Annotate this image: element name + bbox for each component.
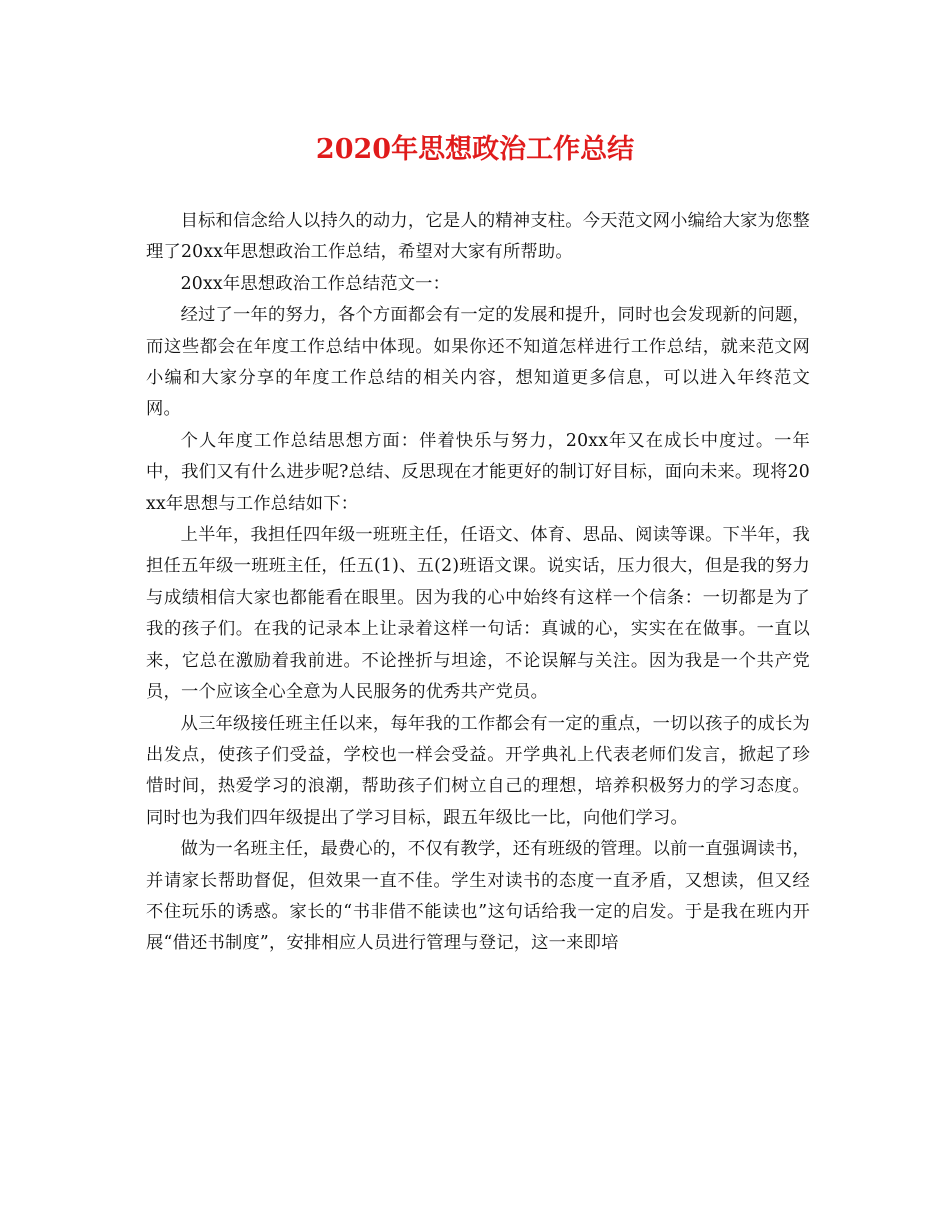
- document-title: 2020年思想政治工作总结: [315, 134, 635, 165]
- paragraph: 经过了一年的努力，各个方面都会有一定的发展和提升，同时也会发现新的问题，而这些都会在年度工作总结中体现。如果你还不知道怎样进行工作总结，就来范文网小编和大家分享的年度工作总结的相关内容，想知道更多信息，可以进入年终范文网。: [146, 305, 810, 420]
- paragraph: 目标和信念给人以持久的动力，它是人的精神支柱。今天范文网小编给大家为您整理了20xx年思想政治工作总结，希望对大家有所帮助。: [146, 211, 810, 263]
- paragraph: 20xx年思想政治工作总结范文一：: [180, 273, 451, 294]
- document-body: [146, 206, 810, 960]
- paragraph: 做为一名班主任，最费心的，不仅有教学，还有班级的管理。以前一直强调读书，并请家长帮助督促，但效果一直不佳。学生对读书的态度一直矛盾，又想读，但又经不住玩乐的诱惑。家长的“书非借不能读也”这句话给我一定的启发。于是我在班内开展“借还书制度”，安排相应人员进行管理与登记，这一来即培: [146, 839, 810, 954]
- paragraph: 从三年级接任班主任以来，每年我的工作都会有一定的重点，一切以孩子的成长为出发点，使孩子们受益，学校也一样会受益。开学典礼上代表老师们发言，掀起了珍惜时间，热爱学习的浪潮，帮助孩子们树立自己的理想，培养积极努力的学习态度。同时也为我们四年级提出了学习目标，跟五年级比一比，向他们学习。: [146, 713, 810, 828]
- paragraph: 个人年度工作总结思想方面：伴着快乐与努力，20xx年又在成长中度过。一年中，我们又有什么进步呢?总结、反思现在才能更好的制订好目标，面向未来。现将20xx年思想与工作总结如下：: [146, 430, 810, 514]
- paragraph: 上半年，我担任四年级一班班主任，任语文、体育、思品、阅读等课。下半年，我担任五年级一班班主任，任五(1)、五(2)班语文课。说实话，压力很大，但是我的努力与成绩相信大家也都能看在眼里。因为我的心中始终有这样一个信条：一切都是为了我的孩子们。在我的记录本上让录着这样一句话：真诚的心，实实在在做事。一直以来，它总在激励着我前进。不论挫折与坦途，不论误解与关注。因为我是一个共产党员，一个应该全心全意为人民服务的优秀共产党员。: [146, 525, 810, 703]
